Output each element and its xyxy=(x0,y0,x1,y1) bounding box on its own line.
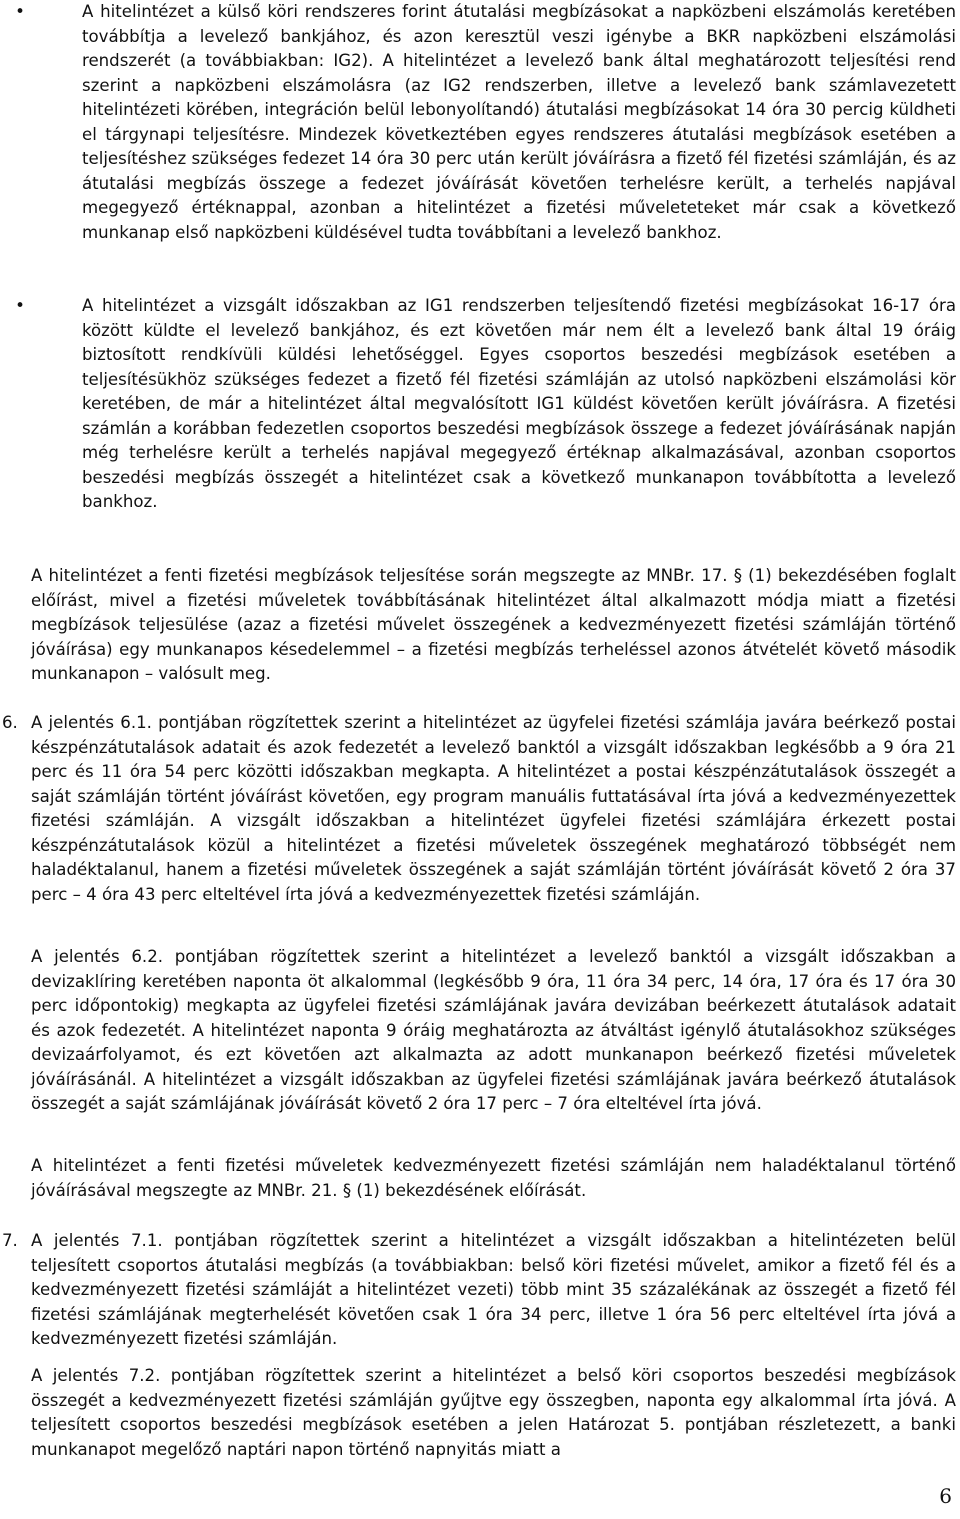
page-number: 6 xyxy=(939,1484,952,1508)
section-number-7: 7. xyxy=(2,1231,18,1250)
section-7-text: A jelentés 7.1. pontjában rögzítettek szerint a hitelintézet a vizsgált időszakban a hitelintézeten belül teljesített csoportos átutalási megbízás (a továbbiakban: belső köri fizetési művelet, amikor a fizető fél és a kedvezményezett fizetési számláját a hitelintézet vezeti) több mint 35 százalékának az összegét a fizető fél fizetési számlájának megterhelését követően csak 1 óra 34 perc, illetve 1 óra 56 perc elteltével írta jóvá a kedvezményezett fizetési számláján. xyxy=(31,1231,956,1348)
bullet-icon: • xyxy=(15,296,25,315)
section-6-paragraph-1 xyxy=(2,711,956,907)
section-7-paragraph-2: A jelentés 7.2. pontjában rögzítettek szerint a hitelintézet a belső köri csoportos beszedési megbízások összegét a kedvezményezett fizetési számláján gyűjtve egy összegben, naponta egy alkalommal írta jóvá. A teljesített csoportos beszedési megbízások esetében a jelen Határozat 5. pontjában részletezett, a banki munkanapot megelőző naptári napon történő napnyitás miatt a xyxy=(31,1366,956,1459)
section-number-6: 6. xyxy=(2,713,18,732)
bullet-text: A hitelintézet a külső köri rendszeres forint átutalási megbízásokat a napközbeni elszámolás keretében továbbítja a levelező bankjához, és azon keresztül veszi igénybe a BKR napközbeni elszámolási rendszerét (a továbbiakban: IG2). A hitelintézet a levelező bank által meghatározott teljesítési rend szerint a napközbeni elszámolásra (az IG2 rendszerben, illetve a levelező bank számlavezetett hitelintézeti körében, integráción belül lebonyolítandó) átutalási megbízásokat 14 óra 30 percig küldheti el tárgynapi teljesítésre. Mindezek következtében egyes rendszeres átutalási megbízások esetében a teljesítéshez szükséges fedezet 14 óra 30 perc után került jóváírásra a fizető fél fizetési számláján, és az átutalási megbízás összege a fedezet jóváírását követően terhelésre került, a terhelés napjával megegyező értéknappal, azonban a hitelintézet a fizetési műveleteteket már csak a következő munkanap első napközbeni küldésével tudta továbbítani a levelező bankhoz. xyxy=(82,2,956,242)
section-6-paragraph-2: A jelentés 6.2. pontjában rögzítettek szerint a hitelintézet a levelező banktól a vizsgált időszakban a devizaklíring keretében naponta öt alkalommal (legkésőbb 9 óra, 11 óra 34 perc, 14 óra, 17 óra és 17 óra 30 perc időpontokig) megkapta az ügyfelei fizetési számlájának javára devizában beérkezett átutalások adatait és azok fedezetét. A hitelintézet naponta 9 óráig meghatározta az átváltást igénylő átutalásokhoz szükséges devizaárfolyamot, és ezt követően azt alkalmazta az adott munkanapon beérkező fizetési műveletek jóváírásánál. A hitelintézet a vizsgált időszakban az ügyfelei fizetési számlájának javára beérkező átutalások összegét a saját számlájának jóváírását követő 2 óra 17 perc – 7 óra elteltével írta jóvá. xyxy=(31,947,956,1113)
section-6-text: A jelentés 6.1. pontjában rögzítettek szerint a hitelintézet az ügyfelei fizetési számlája javára beérkező postai készpénzátutalások adatait és azok fedezetét a levelező banktól a vizsgált időszakban legkésőbb a 9 óra 21 perc és 11 óra 54 perc közötti időszakban megkapta. A hitelintézet a postai készpénzátutalások összegét a saját számláján történt jóváírást követően, egy program manuális futtatásával írta jóvá a kedvezményezettek fizetési számláján. A vizsgált időszakban a hitelintézet ügyfelei fizetési számlájára érkezett postai készpénzátutalások közül a hitelintézet a fizetési műveletek összegének meghatározó többségét nem haladéktalanul, hanem a fizetési műveletek összegének a saját számláján történt jóváírását követő 2 óra 37 perc – 4 óra 43 perc elteltével írta jóvá a kedvezményezettek fizetési számláján. xyxy=(31,713,956,904)
bullet-icon: • xyxy=(15,2,25,21)
bullet-item-ig1 xyxy=(15,294,956,515)
bullet-item-ig2 xyxy=(15,0,956,245)
paragraph-violation-17: A hitelintézet a fenti fizetési megbízások teljesítése során megszegte az MNBr. 17. § (1) bekezdésében foglalt előírást, mivel a fizetési műveletek továbbításának hitelintézet által alkalmazott módja miatt a fizetési megbízások teljesülése (azaz a fizetési művelet összegének a kedvezményezett fizetési számláján történő jóváírása) egy munkanapos késedelemmel – a fizetési megbízás terheléssel azonos átvételét követő második munkanapon – valósult meg. xyxy=(31,566,956,683)
section-7-paragraph-1 xyxy=(2,1229,956,1352)
bullet-text: A hitelintézet a vizsgált időszakban az IG1 rendszerben teljesítendő fizetési megbízásokat 16-17 óra között küldte el levelező bankjához, és ezt követően már nem élt a levelező bank által 19 óráig biztosított rendkívüli küldési lehetőséggel. Egyes csoportos beszedési megbízások esetében a teljesítésükhöz szükséges fedezet a fizető fél fizetési számláján az utolsó napközbeni elszámolási kör keretében, de már a hitelintézet által megvalósított IG1 küldést követően került jóváírásra. A fizetési számlán a korábban fedezetlen csoportos beszedési megbízások összege a fedezet jóváírásának napján még terhelésre került a terhelés napjával megegyező értéknap alkalmazásával, azonban csoportos beszedési megbízás összegét a hitelintézet csak a következő munkanapon továbbította a levelező bankhoz. xyxy=(82,296,956,511)
section-6-paragraph-3: A hitelintézet a fenti fizetési műveletek kedvezményezett fizetési számláján nem haladéktalanul történő jóváírásával megszegte az MNBr. 21. § (1) bekezdésének előírását. xyxy=(31,1156,956,1200)
